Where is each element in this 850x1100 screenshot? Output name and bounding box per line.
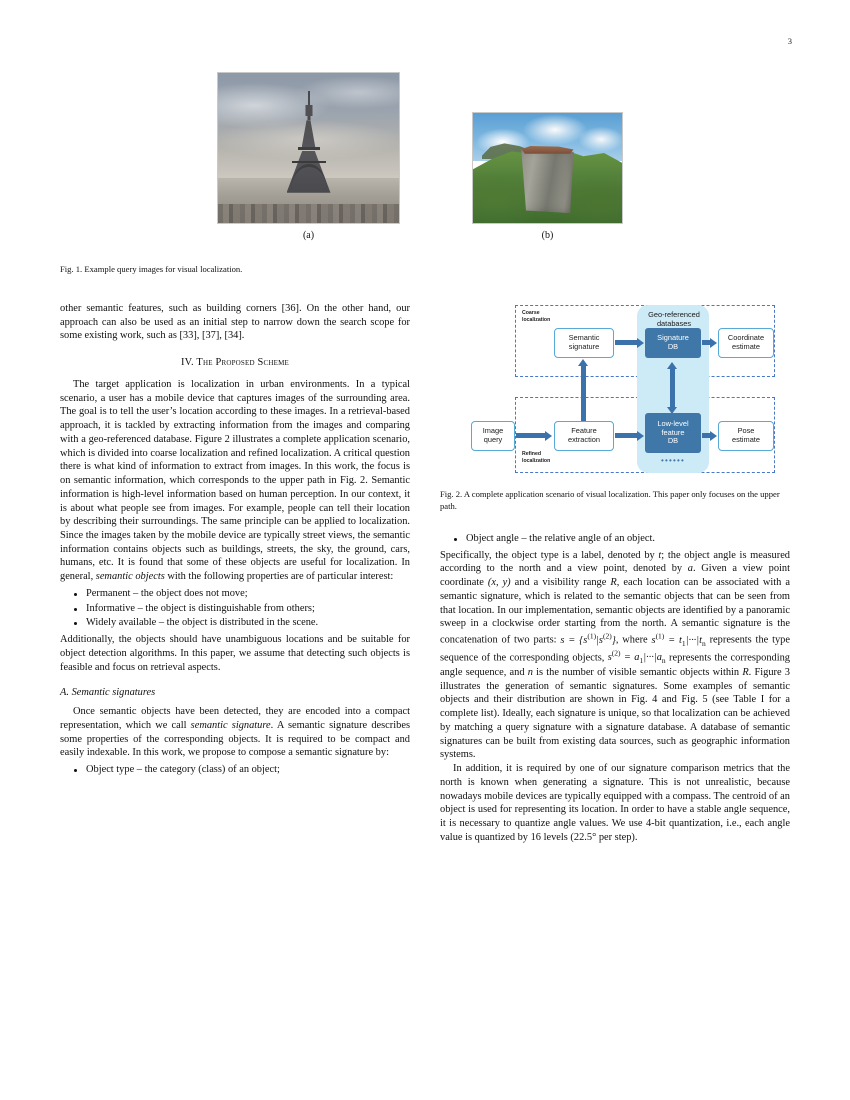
rock-formation-photo [472, 112, 623, 224]
paragraph-continued: other semantic features, such as building corners [36]. On the other hand, our approach can also be used as an initial step to narrow down the search scope for some existing work, such as [33], [37], [34]. [60, 303, 410, 342]
tower-mid [307, 116, 310, 121]
figure-2-diagram [470, 303, 780, 475]
subsection-letter: A. [60, 687, 69, 699]
text-part: represents the corresponding angle sequence, and [440, 652, 790, 678]
node-label-line-2: feature [661, 427, 685, 437]
math-equation-s: $s = \{s^{(1)}|s^{(2)}\}$ [560, 631, 616, 646]
list-item: Informative – the object is distinguishable from others; [86, 602, 410, 616]
text-part: and a visibility range [510, 577, 611, 589]
arrowhead-right [637, 338, 644, 348]
node-label-line-2: DB [667, 342, 679, 351]
text-part: . Figure 3 illustrates the generation of semantic signatures. Some examples of semantic objects and their distribution are shown in Fig. 4 and Fig. 5 (see Table I for a complete list). Ideally, each signature is unique, so that localization can be achieved by matching a query signature with a signature database. A database of semantic signatures can be built from existing data sources, such as geographic information systems. [440, 666, 790, 761]
text-part: represents the type sequence of the corresponding objects, [440, 634, 790, 664]
subsection-heading [60, 686, 410, 700]
paragraph-specifically [440, 549, 790, 762]
node-label-line-3: DB [667, 436, 679, 446]
paragraph-additionally: Additionally, the objects should have unambiguous locations and be suitable for object detection algorithms. In this paper, we assume that detecting such objects is feasible and focus on retrieval aspects. [60, 634, 410, 673]
node-label-line-2: query [483, 435, 503, 444]
label-line-1: Coarse [522, 310, 540, 316]
paragraph-part-1: Once semantic objects have been detected, they are encoded into a compact representation, which we call [60, 706, 410, 731]
section-heading [60, 356, 410, 370]
figure-1-item-b [472, 112, 623, 241]
tower-upper [302, 120, 316, 148]
list-item: Object type – the category (class) of an object; [86, 763, 410, 777]
node-signature-db[interactable] [645, 328, 701, 358]
tower-top [305, 105, 312, 116]
paragraph-tail: with the following properties are of particular interest: [167, 571, 394, 583]
geo-referenced-databases-title [634, 310, 714, 328]
paragraph-part-2: . A semantic signature describes some properties of the corresponding objects. It is required to be compact and easily indexable. In this work, we propose to compose a semantic signature by: [60, 719, 410, 759]
paragraph-target-application [60, 378, 410, 584]
text-part: is the number of visible semantic objects within [532, 666, 743, 678]
tower-mast [308, 91, 310, 106]
right-column [440, 529, 790, 845]
math-var-R2: R [742, 666, 749, 678]
figure-1-sublabel-a: (a) [302, 230, 315, 241]
node-image-query[interactable] [471, 421, 515, 451]
arrowhead-right [637, 431, 644, 441]
label-line-2: localization [522, 457, 551, 464]
node-pose-estimate[interactable] [718, 421, 774, 451]
node-label-line-2: extraction [567, 435, 601, 444]
node-label-line-2: estimate [732, 435, 760, 444]
figure-1 [60, 72, 790, 252]
node-feature-extraction[interactable] [554, 421, 614, 451]
node-label-line-2: estimate [732, 342, 760, 351]
text-part: , each location can be associated with a semantic signature, which is related to the semantic objects that can be seen from that location. In our implementation, semantic objects are identified by a panoramic sweep in a clockwise order starting from the north. A semantic signature is the concatenation of two parts: [440, 577, 790, 646]
paragraph-in-addition: In addition, it is required by one of our signature comparison metrics that the north is known when generating a signature. This is not unrealistic, because nowadays mobile devices are typically equipped with a compass. The centroid of an object is used for representing its location. In order to have a stable angle sequence, it is necessary to quantize angle values. We use 4-bit quantization, i.e., each angle value is quantized by 16 levels (22.5° per step). [440, 763, 790, 843]
section-numeral: IV. [180, 357, 194, 369]
arrowhead-up [578, 359, 588, 366]
tower-arch [291, 164, 327, 190]
math-var-t: t [658, 549, 662, 561]
paragraph-body: The target application is localization in urban environments. In a typical scenario, a user has a mobile device that captures images of the surrounding area. The goal is to tell the user’s location according to these images. In a retrieval-based approach, it is tackled by extracting information from the images and comparing with a geo-referenced database. Figure 2 illustrates a complete application scenario, which is divided into coarse localization and refined localization. A critical question there is what kind of information to extract from images. In this work, the focus is on semantic information, which corresponds to the upper path in Fig. 2. Semantic information is high-level information based on human perception. In our context, it is about what people see from images. For example, people can tell their location by describing their surroundings. The same principle can be applied to localization. Since the images taken by the mobile device are typically street views, the semantic information contains objects such as buildings, streets, the sky, the ground, cars, humans, etc. It is found that some of these objects are useful for localization. In general, [60, 378, 410, 583]
page-number: 3 [787, 36, 792, 46]
emphasis-semantic-objects: semantic objects [95, 571, 165, 583]
arrow-feature-to-lowleveldb [615, 433, 637, 438]
math-equation-s2: $s^{(2)} = a_1|\cdot\cdot\cdot|a_n$ [607, 648, 666, 666]
rock-pillar [518, 149, 578, 213]
text-part: , where [615, 634, 652, 646]
tower-platform-upper [298, 147, 320, 150]
node-label-line-1: Semantic [568, 333, 600, 343]
arrowhead-right [710, 338, 717, 348]
database-ellipsis-dots: •••••• [660, 456, 685, 465]
list-item: Widely available – the object is distributed in the scene. [86, 616, 410, 630]
list-item: Object angle – the relative angle of an object. [466, 532, 790, 546]
section-title: The Proposed Scheme [196, 357, 290, 369]
figure-2-caption: Fig. 2. A complete application scenario of visual localization. This paper only focuses on the upper path. [440, 489, 780, 511]
eiffel-tower-photo [217, 72, 400, 224]
math-coordinate-xy: (x, y) [487, 577, 511, 589]
node-label-line-1: Image [482, 426, 504, 436]
properties-bullet-list [60, 587, 410, 630]
eiffel-tower-shape [281, 91, 337, 208]
subsection-title: Semantic signatures [71, 687, 156, 699]
node-coordinate-estimate[interactable] [718, 328, 774, 358]
arrow-lowleveldb-to-pose [702, 433, 710, 438]
paragraph-semantic-signature [60, 705, 410, 760]
coarse-localization-label [522, 310, 550, 323]
math-equation-s1: $s^{(1)} = t_1|\cdot\cdot\cdot|t_n$ [651, 631, 706, 648]
arrow-imagequery-to-feature [516, 433, 545, 438]
arrowhead-right [545, 431, 552, 441]
math-var-a: a [687, 563, 693, 575]
arrowhead-up [667, 362, 677, 369]
text-part: . Given a view point coordinate [440, 563, 790, 589]
math-var-n: n [527, 666, 533, 678]
node-semantic-signature[interactable] [554, 328, 614, 358]
node-low-level-feature-db[interactable] [645, 413, 701, 453]
refined-localization-label [522, 451, 550, 464]
signature-bullet-list [60, 763, 410, 777]
figure-1-caption: Fig. 1. Example query images for visual localization. [60, 264, 243, 274]
title-line-1: Geo-referenced [648, 310, 700, 319]
figure-1-item-a [217, 72, 400, 241]
arrow-semantic-to-signaturedb [615, 340, 637, 345]
label-line-2: localization [522, 316, 551, 323]
list-item: Permanent – the object does not move; [86, 587, 410, 601]
left-column [60, 302, 410, 780]
text-part: ; the object angle is measured according to the north and a view point, denoted by [440, 549, 790, 575]
node-label-line-1: Signature [657, 333, 689, 343]
label-line-1: Refined [522, 451, 542, 457]
node-label-line-1: Low-level [657, 418, 689, 428]
math-var-R: R [610, 577, 617, 589]
emphasis-semantic-signature: semantic signature [190, 719, 271, 731]
node-label-line-2: signature [568, 342, 600, 351]
arrowhead-right [710, 431, 717, 441]
title-line-2: databases [656, 319, 692, 329]
arrow-between-databases [670, 369, 675, 407]
figure-1-sublabel-b: (b) [541, 230, 554, 241]
node-label-line-1: Coordinate [727, 333, 765, 343]
node-label-line-1: Feature [571, 426, 597, 436]
node-label-line-1: Pose [737, 426, 755, 436]
arrow-signaturedb-to-coordinate [702, 340, 710, 345]
arrow-feature-to-semantic [581, 366, 586, 421]
text-part: Specifically, the object type is a label, denoted by [440, 549, 659, 561]
angle-bullet-list [440, 532, 790, 546]
